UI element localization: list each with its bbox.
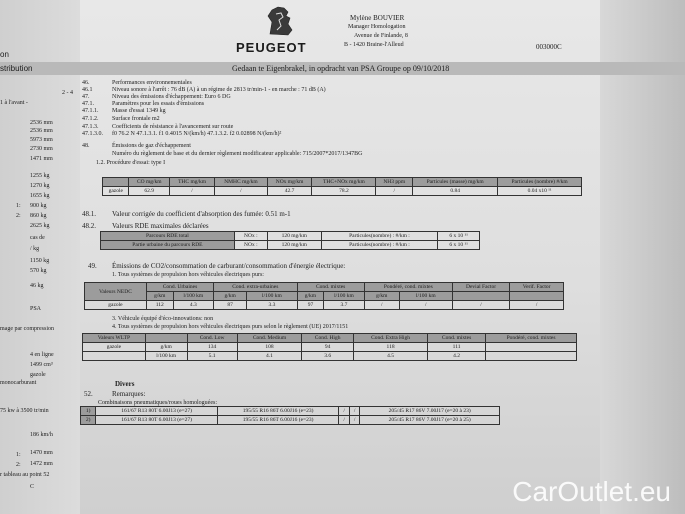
table-cell: gazole xyxy=(83,343,146,352)
table-cell: 4.1 xyxy=(237,352,302,361)
header-band xyxy=(0,50,685,75)
table-cell: 111 xyxy=(428,343,486,352)
rde-cell: Partie urbaine du parcours RDE xyxy=(101,241,235,250)
table-cell: 134 xyxy=(187,343,237,352)
nedc-subheader: l/100 km xyxy=(173,292,213,301)
table-cell: / xyxy=(170,187,215,196)
row-number: 47.1.1. xyxy=(82,108,99,114)
table-cell: Valeurs WLTP xyxy=(83,334,146,343)
row-48-2-text: Valeurs RDE maximales déclarées xyxy=(112,222,209,230)
left-col-value: 1655 kg xyxy=(30,193,50,199)
left-col-value: 1499 cm³ xyxy=(30,362,53,368)
nedc-header: Verif. Factor xyxy=(510,283,564,292)
tyre-cell: / xyxy=(339,416,349,425)
left-col-value: 1255 kg xyxy=(30,173,50,179)
rde-cell: 6 x 10 ¹¹ xyxy=(438,232,480,241)
row-number: 47.1.2. xyxy=(82,116,99,122)
left-col-value: 1470 mm xyxy=(30,450,53,456)
rde-cell: NOx : xyxy=(234,241,267,250)
table-cell: gazole xyxy=(103,187,129,196)
table-cell: 87 xyxy=(214,301,247,310)
table-cell: / xyxy=(215,187,268,196)
nedc-subheader xyxy=(510,292,564,301)
nedc-header: Cond. Urbaines xyxy=(146,283,213,292)
row-49-num: 49. xyxy=(88,262,97,270)
signer-name: Mylène BOUVIER xyxy=(350,14,405,22)
row-text: f0 76.2 N 47.1.3.1. f1 0.4015 N/(km/h) 47.1.3.2. f2 0.02898 N/(km/h)² xyxy=(112,131,282,137)
table-cell: l/100 km xyxy=(145,352,187,361)
table-cell: THC mg/km xyxy=(170,178,215,187)
row-49-text: Émissions de CO2/consommation de carburant/consommation d'énergie électrique: xyxy=(112,262,346,270)
left-col-value: 2536 mm xyxy=(30,120,53,126)
row-text: Coefficients de résistance à l'avancement sur route xyxy=(112,124,234,130)
table-cell: g/km xyxy=(145,343,187,352)
peugeot-lion-logo xyxy=(262,4,298,38)
left-col-value: 860 kg xyxy=(30,213,47,219)
table-cell: Cond. Extra High xyxy=(354,334,428,343)
left-col-value: 900 kg xyxy=(30,203,47,209)
table-cell xyxy=(486,343,577,352)
row-text: 1.2. Procédure d'essai: type I xyxy=(96,160,166,166)
nedc-subheader: g/km xyxy=(364,292,399,301)
watermark: CarOutlet.eu xyxy=(512,476,671,507)
table-cell: 112 xyxy=(146,301,173,310)
tyres-title: Combinaisons pneumatiques/roues homologuées: xyxy=(98,400,217,406)
nedc-subheader: g/km xyxy=(146,292,173,301)
tyre-cell: 161/67 R13 80T 6.00J13 (e=27) xyxy=(96,416,217,425)
band-center: Gedaan te Eigenbrakel, in opdracht van PSA Groupe op 09/10/2018 xyxy=(232,64,450,73)
nedc-subheader: l/100 km xyxy=(399,292,452,301)
table-cell: 4.5 xyxy=(354,352,428,361)
table-cell: 4.3 xyxy=(173,301,213,310)
emissions-table xyxy=(102,177,582,196)
nedc-header: Valeurs NEDC xyxy=(85,283,147,301)
row-52-text: Remarques: xyxy=(112,390,146,398)
tyre-cell: / xyxy=(349,407,359,416)
row-48-1-num: 48.1. xyxy=(82,210,96,218)
tyre-cell: / xyxy=(339,407,349,416)
left-col-value: 2625 kg xyxy=(30,223,50,229)
table-cell: NMHC mg/km xyxy=(215,178,268,187)
nedc-header: Devial Factor xyxy=(452,283,509,292)
left-col-value: 46 kg xyxy=(30,283,44,289)
left-col-value: 2536 mm xyxy=(30,128,53,134)
table-cell: Cond. High xyxy=(302,334,354,343)
wltp-title: 4. Tous systèmes de propulsion hors véhicules électriques purs selon le règlement (UE) 2017/1151 xyxy=(112,324,349,330)
row-number: 46. xyxy=(82,80,90,86)
row-number: 48. xyxy=(82,143,90,149)
nedc-subheader: l/100 km xyxy=(324,292,364,301)
nedc-header: Cond. mixtes xyxy=(297,283,364,292)
table-cell xyxy=(486,352,577,361)
nedc-subheader: l/100 km xyxy=(247,292,297,301)
table-cell xyxy=(145,334,187,343)
row-text: Numéro du règlement de base et du dernier règlement modificateur applicable: 715/2007*2017/1347BG xyxy=(112,151,363,157)
left-col-index: 2: xyxy=(16,213,21,219)
table-cell: 3.6 xyxy=(302,352,354,361)
rde-cell: 6 x 10 ¹¹ xyxy=(438,241,480,250)
tyre-cell: 2) xyxy=(81,416,96,425)
tyre-cell: 195/55 R16 86T 6.00J16 (e=23) xyxy=(217,407,338,416)
row-48-2-num: 48.2. xyxy=(82,222,96,230)
document-code: 003000C xyxy=(536,43,562,51)
rde-cell: Parcours RDE total xyxy=(101,232,235,241)
left-col-value: gazole xyxy=(30,372,46,378)
table-cell: 0.04 x10 ¹¹ xyxy=(498,187,582,196)
left-col-value: 1270 kg xyxy=(30,183,50,189)
left-col-value: 4 en ligne xyxy=(30,352,54,358)
wltp-table xyxy=(82,333,577,361)
table-cell: 118 xyxy=(354,343,428,352)
left-col-value: 1150 kg xyxy=(30,258,50,264)
left-col-value: 2 - 4 xyxy=(62,90,73,96)
row-text: Niveau des émissions d'échappement: Euro 6 DG xyxy=(112,94,231,100)
left-col-value: 1472 mm xyxy=(30,461,53,467)
table-cell: 78.2 xyxy=(312,187,376,196)
left-col-value: 570 kg xyxy=(30,268,47,274)
table-cell: / xyxy=(510,301,564,310)
nedc-subheader: g/km xyxy=(214,292,247,301)
table-cell: / xyxy=(376,187,413,196)
row-number: 46.1 xyxy=(82,87,93,93)
table-cell: Cond. mixtes xyxy=(428,334,486,343)
left-col-value: 186 km/h xyxy=(30,432,53,438)
left-col-value: 2730 mm xyxy=(30,146,53,152)
table-cell: 3.7 xyxy=(324,301,364,310)
tyre-cell: 161/67 R13 80T 6.00J13 (e=27) xyxy=(96,407,217,416)
table-cell: 0.84 xyxy=(413,187,498,196)
band-left-top: on xyxy=(0,50,9,59)
signer-address-1: Avenue de Finlande, 8 xyxy=(354,33,408,39)
tyre-cell: / xyxy=(349,416,359,425)
table-cell: gazole xyxy=(85,301,147,310)
nedc-header: Pondéré, cond. mixtes xyxy=(364,283,452,292)
row-number: 47.1. xyxy=(82,101,94,107)
row-number: 47. xyxy=(82,94,90,100)
table-cell: 42.7 xyxy=(267,187,312,196)
table-cell: 4.2 xyxy=(428,352,486,361)
rde-cell: Particules(nombre) : #/km : xyxy=(321,232,438,241)
left-col-value: PSA xyxy=(30,306,42,312)
table-cell: 97 xyxy=(297,301,324,310)
rde-cell: NOx : xyxy=(234,232,267,241)
tyres-table xyxy=(80,406,500,425)
row-48-1-text: Valeur corrigée du coefficient d'absorption des fumée: 0.51 m-1 xyxy=(112,210,291,218)
table-cell xyxy=(103,178,129,187)
right-page xyxy=(600,0,685,514)
left-col-value: mage par compression xyxy=(0,326,54,332)
row-number: 47.1.3. xyxy=(82,124,99,130)
table-cell: 94 xyxy=(302,343,354,352)
signer-role: Manager Homologation xyxy=(348,24,406,30)
nedc-header: Cond. extra-urbaines xyxy=(214,283,298,292)
table-cell: Particules (nombre) #/km xyxy=(498,178,582,187)
nedc-table xyxy=(84,282,564,310)
brand-name: PEUGEOT xyxy=(236,40,307,55)
row-number: 47.1.3.0. xyxy=(82,131,103,137)
row-text: Surface frontale m2 xyxy=(112,116,160,122)
nedc-subheader xyxy=(452,292,509,301)
tyre-cell: 205/45 R17 86V 7.00J17 (e=20 à 25) xyxy=(360,416,500,425)
row-text: Niveau sonore à l'arrêt : 76 dB (A) à un régime de 2813 tr/min-1 - en marche : 71 dB (A) xyxy=(112,87,326,93)
left-col-value: 1471 mm xyxy=(30,156,53,162)
left-col-value: 1 à l'avant - xyxy=(0,100,28,106)
row-text: Émissions de gaz d'échappement xyxy=(112,143,191,149)
tyre-cell: 205/45 R17 86V 7.00J17 (e=20 à 23) xyxy=(360,407,500,416)
row-text: Masse d'essai 1349 kg xyxy=(112,108,166,114)
table-cell: / xyxy=(399,301,452,310)
table-cell: NOx mg/km xyxy=(267,178,312,187)
table-cell: Particules (masse) mg/km xyxy=(413,178,498,187)
left-col-index: 2: xyxy=(16,462,21,468)
table-cell: 5.1 xyxy=(187,352,237,361)
left-col-value: r tableau au point 52 xyxy=(0,472,50,478)
divers-title: Divers xyxy=(115,380,135,388)
table-cell: / xyxy=(364,301,399,310)
table-cell: 108 xyxy=(237,343,302,352)
table-cell: Pondéré, cond. mixtes xyxy=(486,334,577,343)
tyre-cell: 195/55 R16 86T 6.00J16 (e=23) xyxy=(217,416,338,425)
signer-address-2: B - 1420 Braine-l'Alleud xyxy=(344,42,404,48)
table-cell: Cond. Medium xyxy=(237,334,302,343)
left-col-index: 1: xyxy=(16,203,21,209)
rde-cell: Particules(nombre) : #/km : xyxy=(321,241,438,250)
row-49-sub: 1. Tous systèmes de propulsion hors véhicules électriques purs: xyxy=(112,272,264,278)
document-page xyxy=(80,0,600,514)
rde-cell: 120 mg/km xyxy=(267,232,321,241)
row-text: Performances environnementales xyxy=(112,80,192,86)
left-col-value: C xyxy=(30,484,35,490)
nedc-subheader: g/km xyxy=(297,292,324,301)
rde-cell: 120 mg/km xyxy=(267,241,321,250)
table-cell: 3.3 xyxy=(247,301,297,310)
table-cell: 62.9 xyxy=(129,187,170,196)
left-col-value: 75 kw à 3500 tr/min xyxy=(0,408,49,414)
row-text: Paramètres pour les essais d'émissions xyxy=(112,101,205,107)
left-col-index: 1: xyxy=(16,452,21,458)
tyre-cell: 1) xyxy=(81,407,96,416)
table-cell: Cond. Low xyxy=(187,334,237,343)
left-col-value: / kg xyxy=(30,246,40,252)
table-cell: NH3 ppm xyxy=(376,178,413,187)
left-col-value: monocarburant xyxy=(0,380,37,386)
table-cell xyxy=(83,352,146,361)
band-left: stribution xyxy=(0,64,33,73)
rde-table xyxy=(100,231,480,250)
eco-innovation: 3. Véhicule équipé d'éco-innovations: non xyxy=(112,316,214,322)
table-cell: CO mg/km xyxy=(129,178,170,187)
table-cell: THC+NOx mg/km xyxy=(312,178,376,187)
table-cell: / xyxy=(452,301,509,310)
row-52-num: 52. xyxy=(84,390,93,398)
left-col-value: cas de xyxy=(30,235,45,241)
left-col-value: 5973 mm xyxy=(30,137,53,143)
